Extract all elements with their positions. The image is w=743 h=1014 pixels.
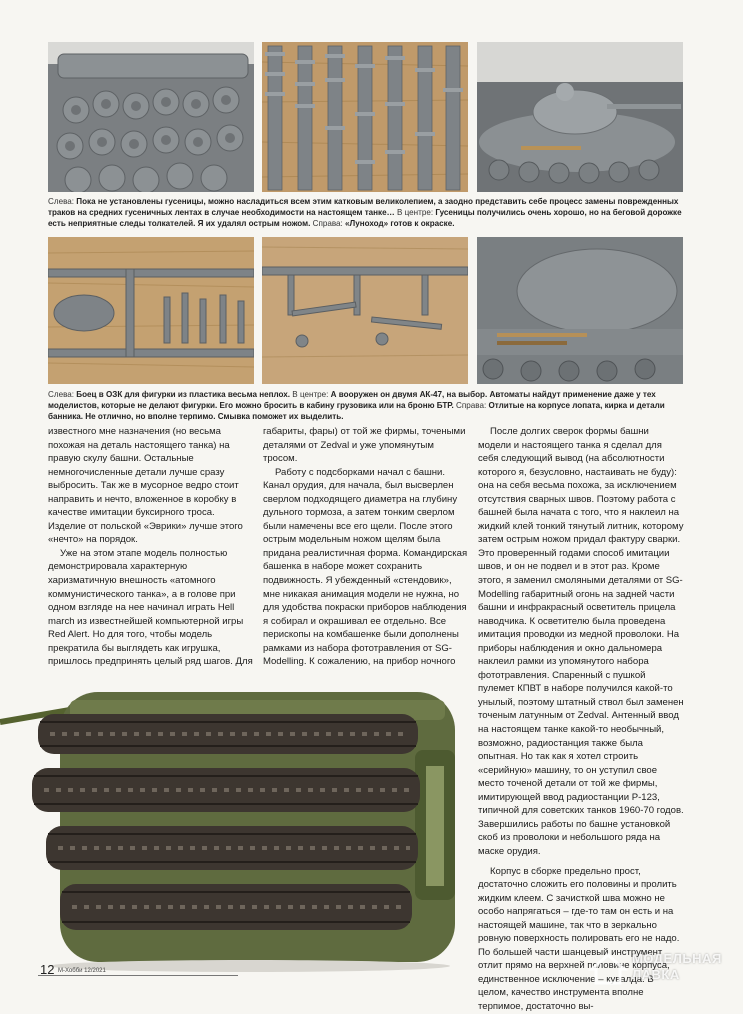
photo-road-wheels-gray <box>48 42 254 192</box>
caption-left-text: Боец в ОЗК для фигурки из пластика весьма неплох. <box>76 390 291 399</box>
photo-caption-bottom <box>48 389 684 423</box>
photo-caption-top <box>48 196 684 230</box>
paragraph: габариты, фары) от той же фирмы, точеными деталями от Zedval и уже упомянутым тросом. <box>263 426 466 465</box>
paragraph: известного мне назначения (но весьма похожая на деталь настоящего танка) на правую скулу башни. Остальные немногочисленные детали лучше сразу выбросить. Так же в мусорное ведро стоит направить и нечто, вложенное в коробку в качестве имитации буксирного троса. Изделие от польской «Эврики» лучше этого «нечто» на порядок. <box>48 426 243 546</box>
caption-left-label: Слева: <box>48 197 77 206</box>
caption-center-text: Гусеницы получились очень хорошо, но на беговой дорожке есть неприятные следы толкателей. Я их удалял острым ножом. <box>48 208 682 229</box>
caption-center-label: В центре: <box>290 390 331 399</box>
page-number: 12 <box>40 962 55 977</box>
photo-lunokhod-tank-gray <box>477 42 683 192</box>
article-column-1 <box>48 425 255 668</box>
watermark-line-2: ЛАВКА <box>632 967 680 982</box>
paragraph: Работу с подсборками начал с башни. Канал орудия, для начала, был высверлен сверлом подходящего диаметра на глубину дульного тормоза, а затем тонким сверлом были намечены все его щели. После этого острым модельным ножом щелям была придана реалистичная форма. Командирская башенка в наборе может сохранить подвижность. Я убежденный «стендовик», мне никакая анимация модели не нужна, но для удобства покраски приборов наблюдения я собирал и окрашивал ее отдельно. Все перископы на комбашенке были дополнены рамками из набора фототравления от SG-Modelling. К сожалению, на прибор ночного <box>263 466 468 668</box>
paragraph: Уже на этом этапе модель полностью демонстрировала характерную харизматичную внешность «атомного коммунистического танка», а в голове при одном взгляде на нее начинал играть Hell march из известнейшей компьютерной игры Red Alert. Но для того, чтобы модель прекратила бы выглядеть как игрушка, пришлось предпринять целый ряд шагов. Для <box>48 547 253 668</box>
caption-left-label: Слева: <box>48 390 77 399</box>
caption-right-label: Справа: <box>310 219 346 229</box>
caption-center-text: А вооружен он двумя АК-47, на выбор. Автоматы найдут применение даже у тех моделистов, которые не делают фигурки. Его можно бросить в кабину грузовика или на броню БТР. <box>48 390 656 411</box>
caption-right-text: Отлитые на корпусе лопата, кирка и детали банника. Не отлично, но вполне терпимо. Смывка поможет их выделить. <box>48 401 665 422</box>
photo-tracks-sprue <box>262 42 468 192</box>
footer-rule <box>38 975 238 976</box>
caption-left-text: Пока не установлены гусеницы, можно насладиться всем этим катковым великолепием, а заодно представить себе процесс замены поврежденных траков на средних гусеничных лентах в случае необходимости на настоящем танке… <box>48 197 679 218</box>
paragraph: После долгих сверок формы башни модели и настоящего танка я сделал для себя следующий вывод (на абсолютности которого я, безусловно, настаивать не буду): она на себя весьма похожа, за исключением отсутствия сварных швов. Поэтому работа с башней была начата с того, что я наклеил на жидкий клей тонкий тянутый литник, которому затем острым ножом придал фактуру сварки. Это проверенный годами способ имитации швов, и он не подвел и в этот раз. Кроме этого, я заменил смоляными деталями от SG-Modelling габаритный огонь на задней части башни и инфракрасный осветитель прицела наводчика. К осветителю была проведена имитация проводки из медной проволоки. На приборы наблюдения и окно дальномера наклеил рамки из упомянутого набора фототравления. Спаренный с пушкой пулемет КПВТ в наборе получился какой-то унылый, поэтому штатный ствол был заменен точеным латунным от Zedval. Антенный ввод на настоящем танке какой-то необычный, возможно, радиостанция также была опытная. Но так как я хотел строить «серийную» машину, то он уступил свое место точеной детали от той же фирмы, имитирующей ввод радиостанции Р-123, типичной для советских танков 1960-70 годов. Завершились работы по башне установкой скоб из проволоки и небольшого ряда на маске орудия. <box>478 426 684 857</box>
watermark-logo <box>586 947 736 991</box>
caption-center-label: В центре: <box>394 208 436 218</box>
shop-house-icon <box>588 949 628 989</box>
photo-tracks-on-hull <box>0 670 470 975</box>
photo-hull-tools <box>477 237 683 384</box>
magazine-issue: М-Хобби 12/2021 <box>58 968 106 974</box>
caption-right-text: «Луноход» готов к окраске. <box>345 219 455 229</box>
caption-right-label: Справа: <box>453 401 489 411</box>
photo-ak47-sprue <box>262 237 468 384</box>
paragraph: Корпус в сборке предельно прост, достаточно сложить его половины и пролить жидким клеем. С зачисткой шва можно не особо напрягаться – где-то там он есть и на настоящей машине, так что в зеркально ровную поверхность полировать его не надо. По большей части шанцевый инструмент отлит прямо на верхней половине корпуса, единственное исключение – кувалда. В целом, качество инструмента вполне терпимое, достаточно вы- <box>478 865 680 1012</box>
photo-ozk-figure-sprue <box>48 237 254 384</box>
watermark-text <box>632 951 722 983</box>
article-column-2 <box>263 425 469 668</box>
watermark-line-1: МОДЕЛЬНАЯ <box>632 951 722 966</box>
